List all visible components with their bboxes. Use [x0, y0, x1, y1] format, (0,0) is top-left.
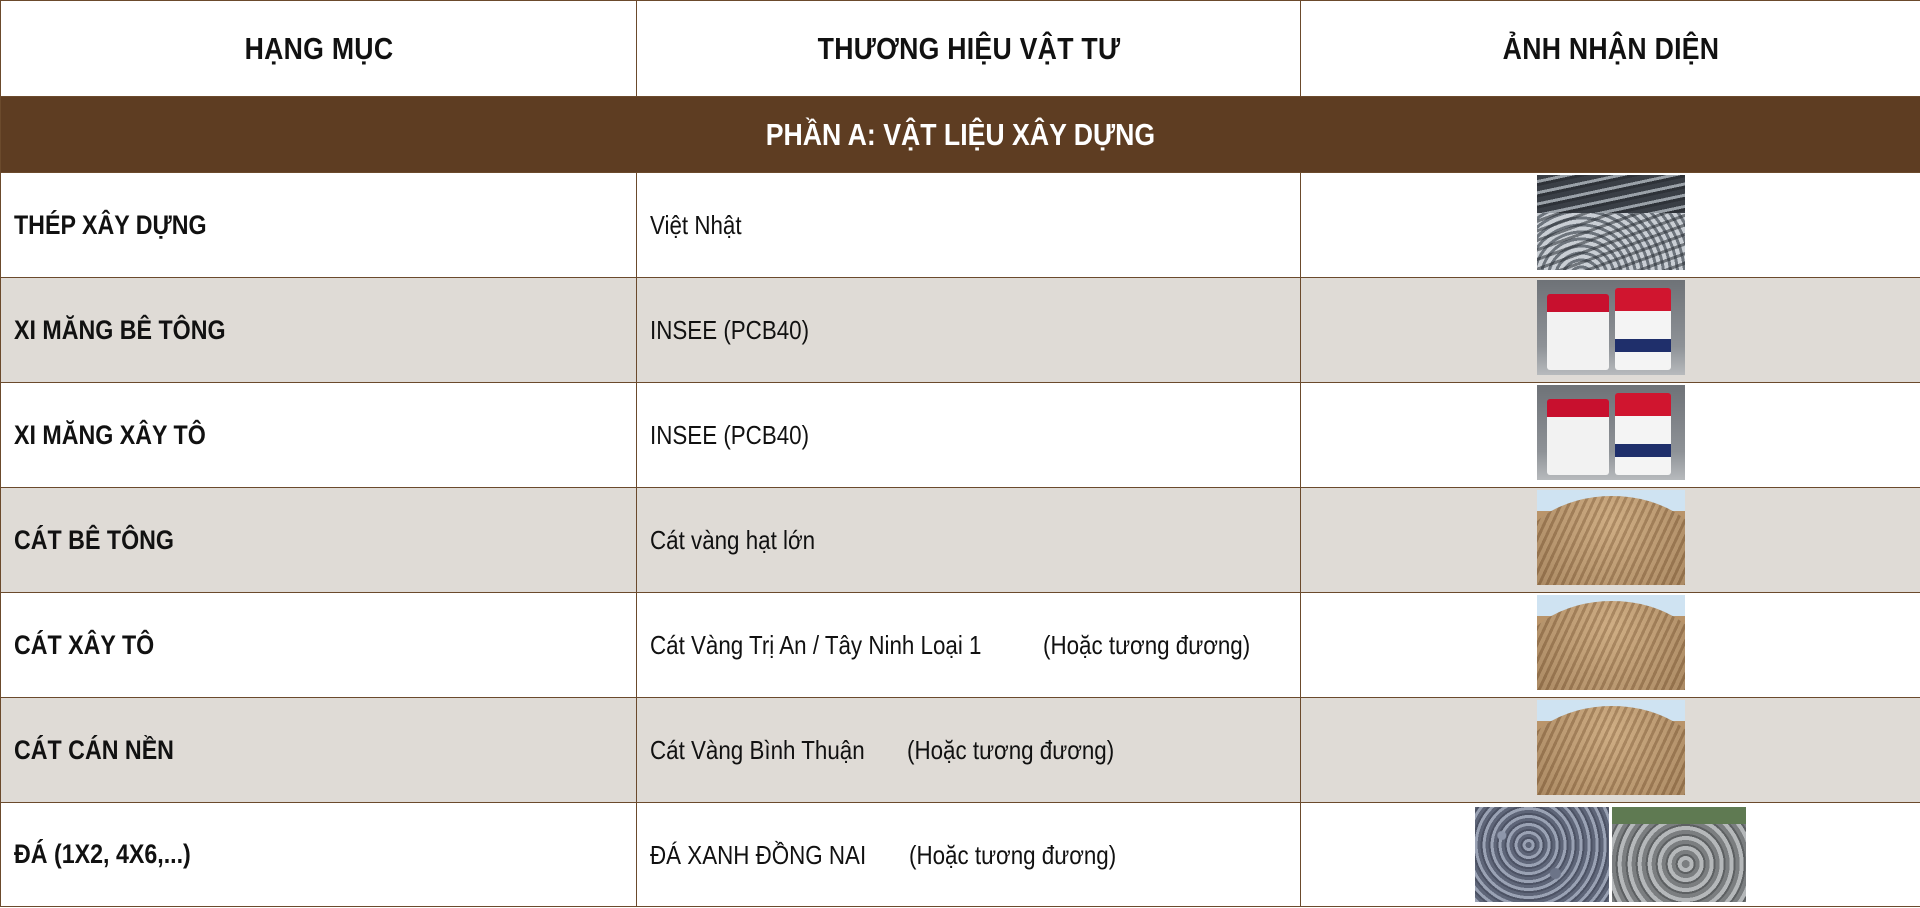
- category-cell: THÉP XÂY DỰNG: [1, 173, 637, 278]
- table-row: [1, 278, 1920, 383]
- image-cell: [1301, 803, 1920, 907]
- brand-cell: Cát vàng hạt lớn: [637, 488, 1301, 593]
- crushed-stone-photo: [1612, 807, 1746, 902]
- header-category: HẠNG MỤC: [45, 1, 592, 97]
- category-cell: XI MĂNG BÊ TÔNG: [1, 278, 637, 383]
- cement-bags-photo: [1537, 385, 1685, 480]
- brand-cell: Việt Nhật: [637, 173, 1301, 278]
- category-cell: XI MĂNG XÂY TÔ: [1, 383, 637, 488]
- header-image: ẢNH NHẬN DIỆN: [1344, 1, 1877, 97]
- image-cell: [1301, 278, 1920, 383]
- section-row: [1, 97, 1920, 173]
- image-cell: [1301, 173, 1920, 278]
- sand-pile-photo: [1537, 595, 1685, 690]
- brand-cell: Cát Vàng Trị An / Tây Ninh Loại 1 (Hoặc tương đương): [637, 593, 1301, 698]
- header-brand: THƯƠNG HIỆU VẬT TƯ: [683, 1, 1254, 97]
- brand-cell: Cát Vàng Bình Thuận (Hoặc tương đương): [637, 698, 1301, 803]
- sand-pile-photo: [1537, 490, 1685, 585]
- steel-rebar-photo: [1537, 175, 1685, 270]
- image-cell: [1301, 383, 1920, 488]
- table-row: [1, 383, 1920, 488]
- table-row: [1, 698, 1920, 803]
- category-cell: CÁT XÂY TÔ: [1, 593, 637, 698]
- table-row: [1, 488, 1920, 593]
- table-row: [1, 593, 1920, 698]
- table-row: [1, 803, 1920, 907]
- table-row: [1, 173, 1920, 278]
- blue-stone-photo: [1475, 807, 1609, 902]
- category-cell: CÁT CÁN NỀN: [1, 698, 637, 803]
- brand-cell: INSEE (PCB40): [637, 278, 1301, 383]
- header-row: [1, 1, 1920, 97]
- cement-bags-photo: [1537, 280, 1685, 375]
- section-title: PHẦN A: VẬT LIỆU XÂY DỰNG: [1, 97, 1920, 173]
- category-cell: CÁT BÊ TÔNG: [1, 488, 637, 593]
- image-cell: [1301, 488, 1920, 593]
- image-cell: [1301, 593, 1920, 698]
- brand-cell: INSEE (PCB40): [637, 383, 1301, 488]
- image-cell: [1301, 698, 1920, 803]
- sand-pile-photo: [1537, 700, 1685, 795]
- brand-cell: ĐÁ XANH ĐỒNG NAI (Hoặc tương đương): [637, 803, 1301, 907]
- category-cell: ĐÁ (1X2, 4X6,...): [1, 803, 637, 907]
